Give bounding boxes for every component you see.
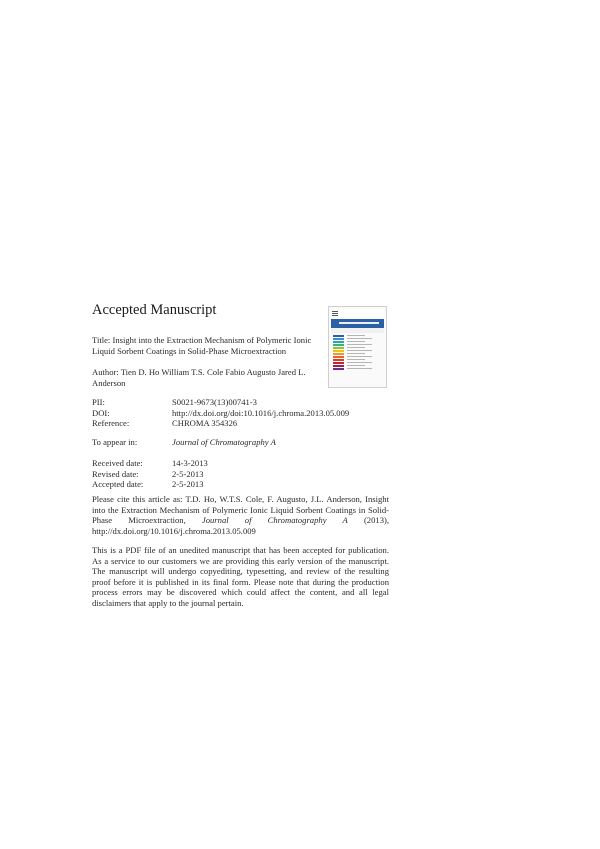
citation-suffix: (2013), http://dx.doi.org/10.1016/j.chroma.2013.05.009: [92, 515, 390, 536]
appear-row: [92, 437, 276, 448]
cover-text-line: [347, 350, 372, 351]
cover-text-line: [347, 362, 372, 363]
cover-stripe: [333, 365, 344, 367]
cover-title-line: [339, 322, 379, 324]
pii-value: S0021-9673(13)00741-3: [172, 397, 257, 407]
page-heading: Accepted Manuscript: [92, 302, 217, 318]
cover-stripe: [333, 341, 344, 343]
citation-paragraph: [92, 494, 389, 536]
cover-title-band: [331, 319, 384, 328]
cover-stripe: [333, 356, 344, 358]
received-label: Received date:: [92, 458, 143, 468]
cover-text-line: [347, 347, 365, 348]
citation-prefix: Please cite this article as: T.D. Ho, W.T.S. Cole, F. Augusto, J.L. Anderson, Insight into the Extraction Mechanism of Polymeric Ionic Liquid Sorbent Coatings in Solid-Phase Microextraction,: [92, 494, 389, 526]
cover-text-line: [347, 344, 372, 345]
doi-row: [92, 408, 349, 419]
pii-row: [92, 397, 349, 408]
appear-in-row: [92, 437, 276, 448]
accepted-label: Accepted date:: [92, 479, 144, 489]
manuscript-authors: Author: Tien D. Ho William T.S. Cole Fabio Augusto Jared L. Anderson: [92, 367, 306, 388]
cover-header: [331, 309, 384, 317]
cover-stripe: [333, 353, 344, 355]
doi-value[interactable]: http://dx.doi.org/doi:10.1016/j.chroma.2013.05.009: [172, 407, 350, 418]
cover-text-line: [347, 368, 372, 369]
manuscript-title: Title: Insight into the Extraction Mechanism of Polymeric Ionic Liquid Sorbent Coatings in Solid-Phase Microextraction: [92, 335, 312, 356]
reference-value: CHROMA 354326: [172, 418, 238, 428]
cover-text-lines: [347, 335, 372, 371]
journal-name: Journal of Chromatography A: [172, 437, 276, 447]
publisher-logo-icon: [332, 310, 338, 316]
reference-label: Reference:: [92, 418, 130, 428]
cover-subtitle-band: [331, 328, 384, 333]
cover-stripe: [333, 344, 344, 346]
journal-cover-thumbnail: [328, 306, 387, 388]
cover-stripe: [333, 362, 344, 364]
accepted-row: [92, 479, 208, 490]
cover-stripe: [333, 335, 344, 337]
cover-stripe: [333, 350, 344, 352]
doi-label: DOI:: [92, 407, 110, 418]
revised-row: [92, 469, 208, 480]
accepted-value: 2-5-2013: [172, 479, 204, 489]
cover-stripe: [333, 347, 344, 349]
pii-label: PII:: [92, 397, 105, 407]
cover-stripe: [333, 359, 344, 361]
cover-text-line: [347, 353, 365, 354]
cover-text-line: [347, 356, 372, 357]
cover-text-line: [347, 359, 365, 360]
received-value: 14-3-2013: [172, 458, 208, 468]
citation-journal: Journal of Chromatography A: [201, 515, 348, 526]
revised-label: Revised date:: [92, 468, 139, 479]
cover-stripe: [333, 368, 344, 370]
reference-row: [92, 418, 349, 429]
dates-table: [92, 458, 208, 490]
cover-text-line: [347, 338, 372, 339]
received-row: [92, 458, 208, 469]
cover-stripe: [333, 338, 344, 340]
revised-value: 2-5-2013: [172, 468, 204, 479]
disclaimer-paragraph: This is a PDF file of an unedited manuscript that has been accepted for publication. As a service to our customers we are providing this early version of the manuscript. The manuscript will undergo copyediting, typesetting, and review of the resulting proof before it is published in its final form. Please note that during the production process errors may be discovered which could affect the content, and all legal disclaimers that apply to the journal pertain.: [92, 545, 389, 608]
cover-text-line: [347, 335, 365, 336]
identifier-table: [92, 397, 349, 429]
cover-text-line: [347, 341, 365, 342]
cover-color-stripes: [333, 335, 344, 371]
appear-label: To appear in:: [92, 437, 138, 447]
cover-text-line: [347, 365, 365, 366]
